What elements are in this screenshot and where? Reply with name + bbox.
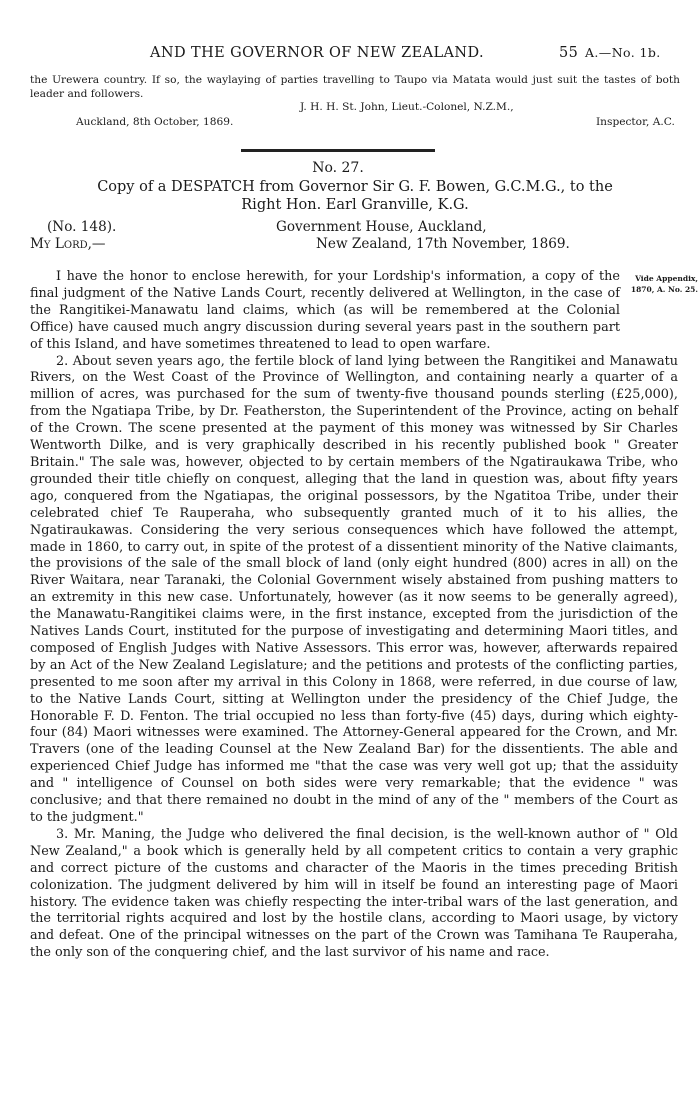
paragraph-2: 2. About seven years ago, the fertile block of land lying between the Rangitikei and Manawatu Rivers, on the West Coast of the Province of Wellington, and containing nearly a quarter of a million of acres, was purchased for the sum of twenty-five thousand pounds sterling (£25,000), from the Ngatiapa Tribe, by Dr. Featherston, the Superintendent of the Province, acting on behalf of the Crown. The scene presented at the payment of this money was witnessed by Sir Charles Wentworth Dilke, and is very graphically described in his recently published book " Greater Britain." The sale was, however, objected to by certain members of the Ngatiraukawa Tribe, who grounded their title chiefly on conquest, alleging that the land in question was, about fifty years ago, conquered from the Ngatiapas, the original possessors, by the Ngatitoa Tribe, under their celebrated chief Te Rauperaha, who subsequently granted much of it to his allies, the Ngatiraukawas. Considering the very serious consequences which have followed the attempt, made in 1860, to carry out, in spite of the protest of a dissentient minority of the Native claimants, the provisions of the sale of the small block of land (only eight hundred (800) acres in all) on the River Waitara, near Taranaki, the Colonial Government wisely abstained from pushing matters to an extremity in this new case. Unfortunately, however (as it now seems to be generally agreed), the Manawatu-Rangitikei claims were, in the first instance, excepted from the jurisdiction of the Natives Lands Court, instituted for the purpose of investigating and determining Maori titles, and composed of English Judges with Native Assessors. This error was, however, afterwards repaired by an Act of the New Zealand Legislature; and the petitions and protests of the conflicting parties, presented to me soon after my arrival in this Colony in 1868, were referred, in due course of law, to the Native Lands Court, sitting at Wellington under the presidency of the Chief Judge, the Honorable F. D. Fenton. The trial occupied no less than forty-five (45) days, during which eighty-four (84) Maori witnesses were examined. The Attorney-General appeared for the Crown, and Mr. Travers (one of the leading Counsel at the New Zealand Bar) for the dissentients. The able and experienced Chief Judge has informed me "that the case was very well got up; that the assiduity and " intelligence of Counsel on both sides were very remarkable; that the evidence " was conclusive; and that there remained no doubt in the mind of any of the " members of the Court as to the judgment."	[30, 353, 678, 825]
heading-line-2: Right Hon. Earl Granville, K.G.	[241, 197, 469, 213]
signature-title: Inspector, A.C.	[596, 116, 675, 128]
heading-line-1: Copy of a DESPATCH from Governor Sir G. F. Bowen, G.C.M.G., to the	[97, 179, 613, 195]
signature: J. H. H. St. John, Lieut.-Colonel, N.Z.M.,	[300, 101, 514, 113]
margin-note-line-2: 1870, A. No. 25.	[630, 285, 698, 294]
paragraph-1: I have the honor to enclose herewith, for your Lordship's information, a copy of the final judgment of the Native Lands Court, recently delivered at Wellington, in the case of the Rangitikei-Manawatu land claims, which (as will be remembered at the Colonial Office) have caused much angry discussion during several years past in the southern part of this Island, and have sometimes threatened to lead to open warfare.	[30, 269, 620, 352]
document-reference: A.—No. 1b.	[585, 45, 661, 60]
despatch-body	[30, 269, 678, 962]
header-title: AND THE GOVERNOR OF NEW ZEALAND.	[150, 45, 484, 61]
address-line-2: New Zealand, 17th November, 1869.	[316, 236, 570, 252]
section-divider	[241, 149, 435, 152]
despatch-heading	[30, 178, 680, 214]
address-line-1: Government House, Auckland,	[276, 219, 487, 235]
despatch-number: No. 27.	[312, 160, 364, 176]
page-number: 55	[559, 45, 579, 61]
margin-note-line-1: Vide Appendix,	[635, 274, 698, 283]
running-header	[0, 45, 700, 67]
intro-paragraph: the Urewera country. If so, the waylaying of parties travelling to Taupo via Matata would just suit the tastes of both leader and followers.	[30, 74, 680, 100]
salutation: My Lord,—	[30, 236, 106, 252]
place-date: Auckland, 8th October, 1869.	[76, 116, 234, 128]
despatch-ref-no: (No. 148).	[47, 219, 117, 235]
paragraph-3: 3. Mr. Maning, the Judge who delivered the final decision, is the well-known author of " Old New Zealand," a book which is generally held by all competent critics to contain a very graphic and correct picture of the customs and character of the Maoris in the times preceding British colonization. The judgment delivered by him will in itself be found an interesting page of Maori history. The evidence taken was chiefly respecting the inter-tribal wars of the last generation, and the territorial rights acquired and lost by the hostile clans, according to Maori usage, by victory and defeat. One of the principal witnesses on the part of the Crown was Tamihana Te Rauperaha, the only son of the conquering chief, and the last survivor of his name and race.	[30, 826, 678, 961]
